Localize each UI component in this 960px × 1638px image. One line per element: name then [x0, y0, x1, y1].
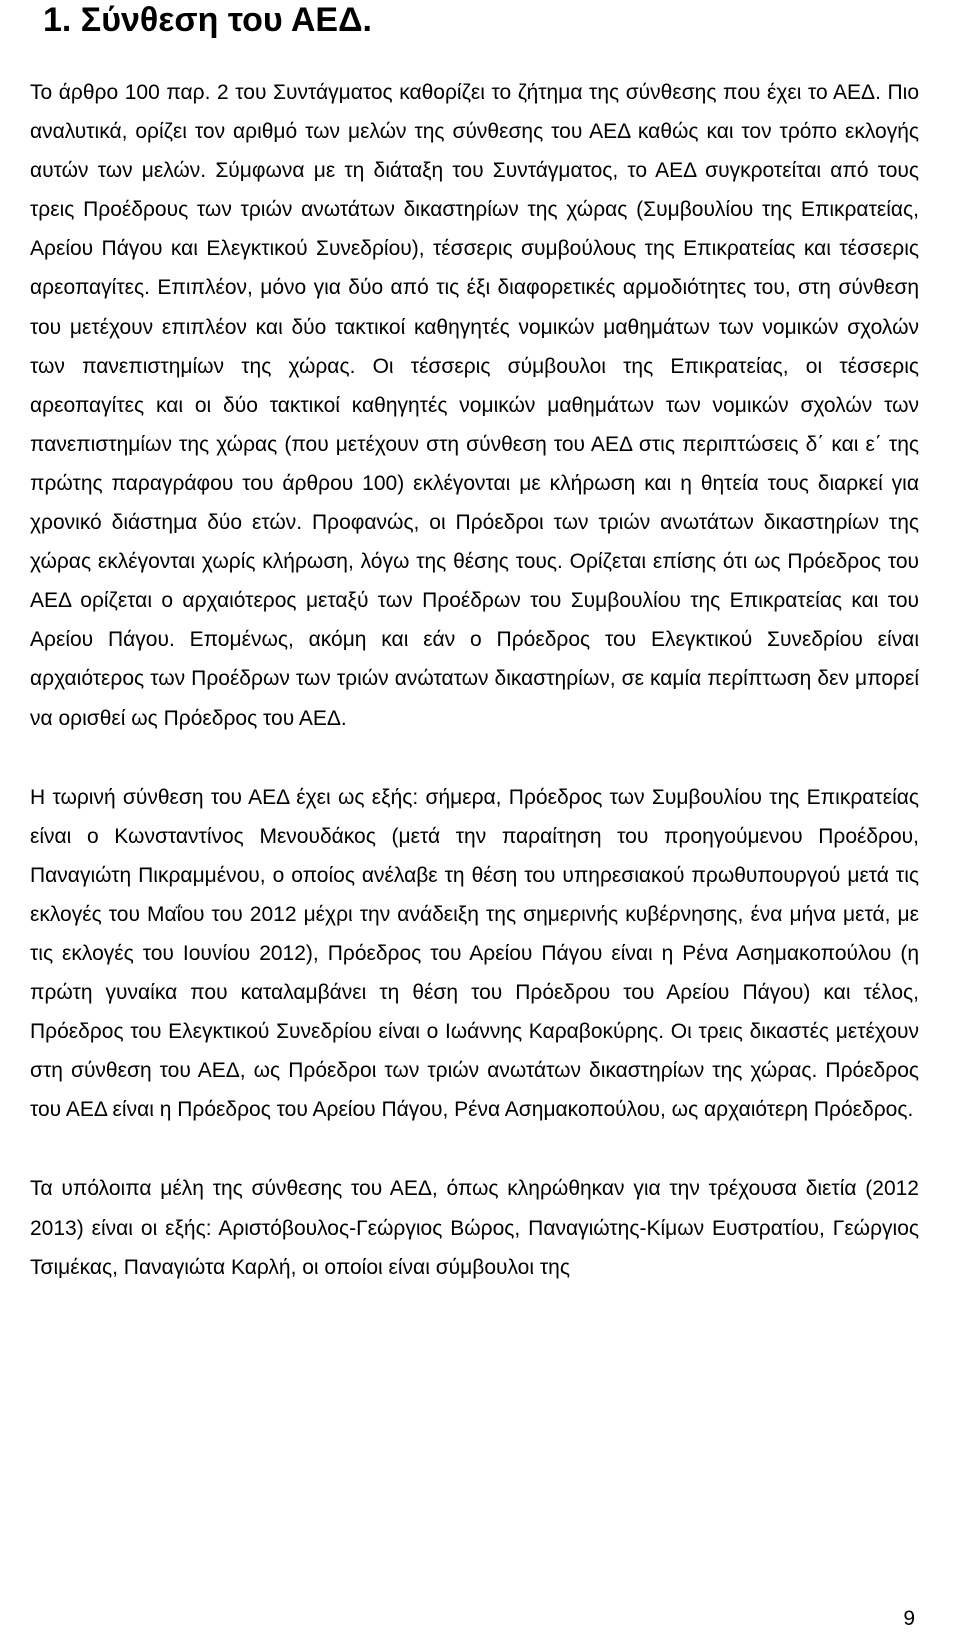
paragraph-current-composition: Η τωρινή σύνθεση του ΑΕΔ έχει ως εξής: σήμερα, Πρόεδρος των Συμβουλίου της Επικρατείας είναι ο Κωνσταντίνος Μενουδάκος (μετά την παραίτηση του προηγούμενου Προέδρου, Παναγιώτη Πικραμμένου, ο οποίος ανέλαβε τη θέση του υπηρεσιακού πρωθυπουργού μετά τις εκλογές του Μαΐου του 2012 μέχρι την ανάδειξη της σημερινής κυβέρνησης, ένα μήνα μετά, με τις εκλογές του Ιουνίου 2012), Πρόεδρος του Αρείου Πάγου είναι η Ρένα Ασημακοπούλου (η πρώτη γυναίκα που καταλαμβάνει τη θέση του Πρόεδρου του Αρείου Πάγου) και τέλος, Πρόεδρος του Ελεγκτικού Συνεδρίου είναι ο Ιωάννης Καραβοκύρης. Οι τρεις δικαστές μετέχουν στη σύνθεση του ΑΕΔ, ως Πρόεδροι των τριών ανωτάτων δικαστηρίων της χώρας. Πρόεδρος του ΑΕΔ είναι η Πρόεδρος του Αρείου Πάγου, Ρένα Ασημακοπούλου, ως αρχαιότερη Πρόεδρος. — [30, 785, 919, 1122]
section-heading: 1. Σύνθεση του ΑΕΔ. — [43, 1, 372, 39]
paragraph-composition: Το άρθρο 100 παρ. 2 του Συντάγματος καθορίζει το ζήτημα της σύνθεσης που έχει το ΑΕΔ. Πιο αναλυτικά, ορίζει τον αριθμό των μελών της σύνθεσης του ΑΕΔ καθώς και τον τρόπο εκλογής αυτών των μελών. Σύμφωνα με τη διάταξη του Συντάγματος, το ΑΕΔ συγκροτείται από τους τρεις Προέδρους των τριών ανωτάτων δικαστηρίων της χώρας (Συμβουλίου της Επικρατείας, Αρείου Πάγου και Ελεγκτικού Συνεδρίου), τέσσερις συμβούλους της Επικρατείας και τέσσερις αρεοπαγίτες. Επιπλέον, μόνο για δύο από τις έξι διαφορετικές αρμοδιότητες του, στη σύνθεση του μετέχουν επιπλέον και δύο τακτικοί καθηγητές νομικών μαθημάτων των νομικών σχολών των πανεπιστημίων της χώρας. Οι τέσσερις σύμβουλοι της Επικρατείας, οι τέσσερις αρεοπαγίτες και οι δύο τακτικοί καθηγητές νομικών μαθημάτων των νομικών σχολών των πανεπιστημίων της χώρας (που μετέχουν στη σύνθεση του ΑΕΔ στις περιπτώσεις δ΄ και ε΄ της πρώτης παραγράφου του άρθρου 100) εκλέγονται με κλήρωση και η θητεία τους διαρκεί για χρονικό διάστημα δύο ετών. Προφανώς, οι Πρόεδροι των τριών ανωτάτων δικαστηρίων της χώρας εκλέγονται χωρίς κλήρωση, λόγω της θέσης τους. Ορίζεται επίσης ότι ως Πρόεδρος του ΑΕΔ ορίζεται ο αρχαιότερος μεταξύ των Προέδρων του Συμβουλίου της Επικρατείας και του Αρείου Πάγου. Επομένως, ακόμη και εάν ο Πρόεδρος του Ελεγκτικού Συνεδρίου είναι αρχαιότερος των Προέδρων των τριών ανώτατων δικαστηρίων, σε καμία περίπτωση δεν μπορεί να ορισθεί ως Πρόεδρος του ΑΕΔ. — [30, 81, 919, 730]
paragraph-remaining-members: Τα υπόλοιπα μέλη της σύνθεσης του ΑΕΔ, όπως κληρώθηκαν για την τρέχουσα διετία (2012 2013) είναι οι εξής: Αριστόβουλος-Γεώργιος Βώρος, Παναγιώτης-Κίμων Ευστρατίου, Γεώργιος Τσιμέκας, Παναγιώτα Καρλή, οι οποίοι είναι σύμβουλοι της — [30, 1177, 919, 1279]
body-text — [30, 73, 919, 1327]
page-number: 9 — [903, 1607, 915, 1630]
